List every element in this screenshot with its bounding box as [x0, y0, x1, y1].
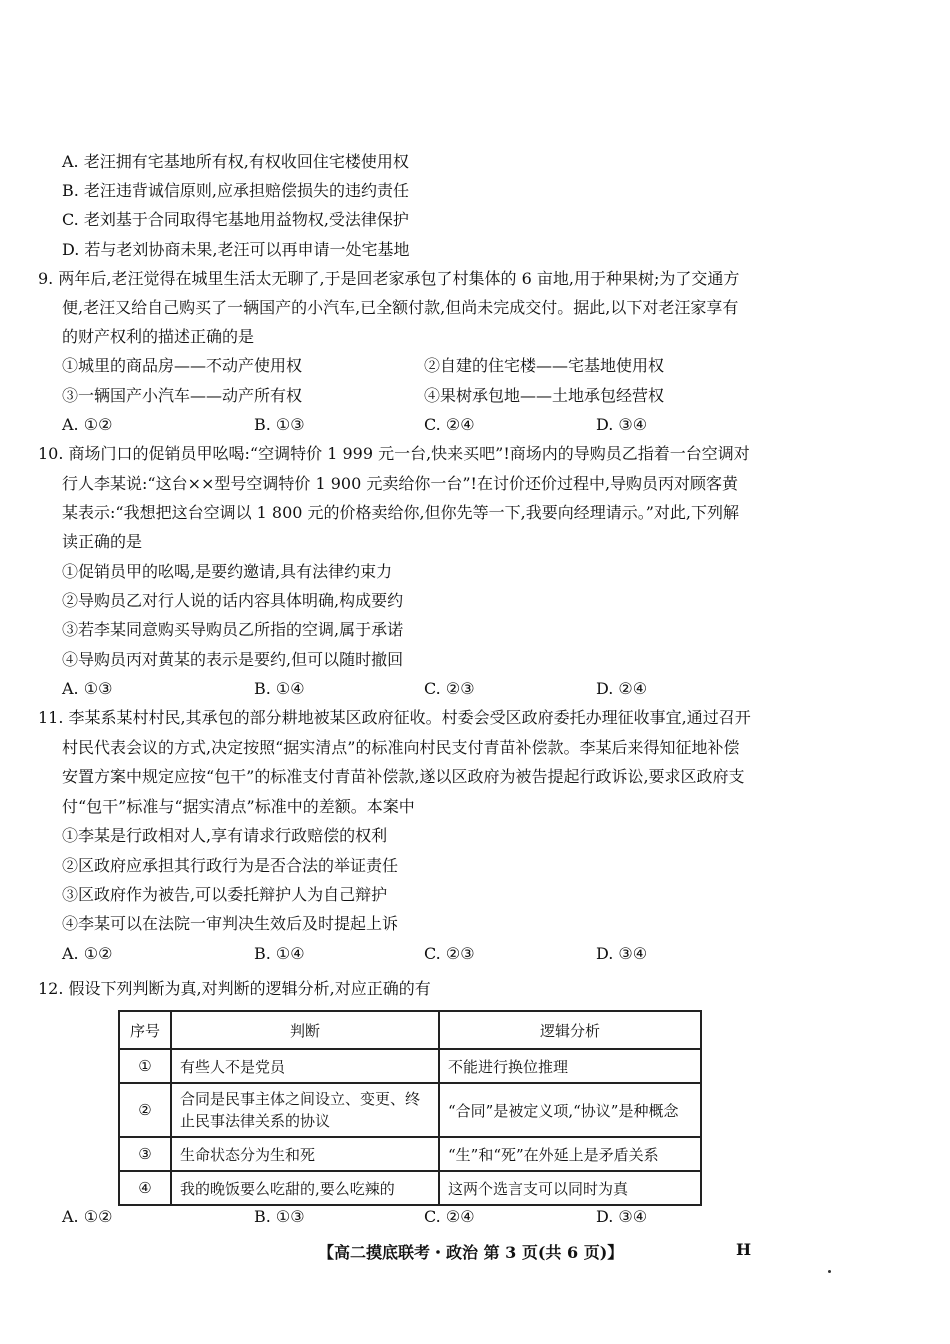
q9-choice-b: B. ①③: [254, 415, 305, 434]
q11-item-1: ①李某是行政相对人,享有请求行政赔偿的权利: [62, 826, 388, 845]
q9-stem-line-3: 的财产权利的描述正确的是: [62, 327, 255, 346]
q9-item-3: ③一辆国产小汽车——动产所有权: [62, 386, 303, 405]
row-judgement: 有些人不是党员: [171, 1049, 439, 1083]
row-judgement: 我的晚饭要么吃甜的,要么吃辣的: [171, 1171, 439, 1205]
q10-item-3: ③若李某同意购买导购员乙所指的空调,属于承诺: [62, 620, 404, 639]
header-analysis: 逻辑分析: [439, 1011, 701, 1049]
q10-stem-line-1: 10. 商场门口的促销员甲吆喝:“空调特价 1 999 元一台,快来买吧”!商场内的导购员乙指着一台空调对: [38, 444, 750, 463]
q10-choice-c: C. ②③: [424, 679, 475, 698]
q11-stem-line-1: 11. 李某系某村村民,其承包的部分耕地被某区政府征收。村委会受区政府委托办理征收事宜,通过召开: [38, 708, 751, 727]
q12-stem: 12. 假设下列判断为真,对判断的逻辑分析,对应正确的有: [38, 979, 431, 998]
q12-choice-c: C. ②④: [424, 1207, 475, 1226]
row-analysis: “合同”是被定义项,“协议”是种概念: [439, 1083, 701, 1137]
paper-code: H: [736, 1240, 752, 1259]
q11-choice-d: D. ③④: [596, 944, 648, 963]
q12-choice-d: D. ③④: [596, 1207, 648, 1226]
q9-choice-c: C. ②④: [424, 415, 475, 434]
q10-stem-line-2: 行人李某说:“这台××型号空调特价 1 900 元卖给你一台”!在讨价还价过程中,导购员丙对顾客黄: [62, 474, 739, 493]
q11-choice-a: A. ①②: [62, 944, 113, 963]
page-footer: 【高二摸底联考・政治 第 3 页(共 6 页)】: [318, 1243, 624, 1262]
q9-choice-d: D. ③④: [596, 415, 648, 434]
q11-choice-b: B. ①④: [254, 944, 305, 963]
q9-item-2: ②自建的住宅楼——宅基地使用权: [424, 356, 665, 375]
q11-stem-line-4: 付“包干”标准与“据实清点”标准中的差额。本案中: [62, 797, 415, 816]
scan-speck: [828, 1270, 831, 1273]
row-number: ①: [119, 1049, 171, 1083]
q10-item-4: ④导购员丙对黄某的表示是要约,但可以随时撤回: [62, 650, 404, 669]
header-judgement: 判断: [171, 1011, 439, 1049]
table-row: [119, 1137, 701, 1171]
q11-item-2: ②区政府应承担其行政行为是否合法的举证责任: [62, 856, 399, 875]
q9-item-1: ①城里的商品房——不动产使用权: [62, 356, 303, 375]
q9-item-4: ④果树承包地——土地承包经营权: [424, 386, 665, 405]
row-analysis: 这两个选言支可以同时为真: [439, 1171, 701, 1205]
table-header-row: [119, 1011, 701, 1049]
q11-item-4: ④李某可以在法院一审判决生效后及时提起上诉: [62, 914, 399, 933]
header-number: 序号: [119, 1011, 171, 1049]
q8-option-a: A. 老汪拥有宅基地所有权,有权收回住宅楼使用权: [62, 152, 409, 171]
row-judgement: 合同是民事主体之间设立、变更、终止民事法律关系的协议: [171, 1083, 439, 1137]
q12-choice-a: A. ①②: [62, 1207, 113, 1226]
row-number: ④: [119, 1171, 171, 1205]
row-analysis: “生”和“死”在外延上是矛盾关系: [439, 1137, 701, 1171]
q11-stem-line-2: 村民代表会议的方式,决定按照“据实清点”的标准向村民支付青苗补偿款。李某后来得知征地补偿: [62, 738, 740, 757]
q10-choice-a: A. ①③: [62, 679, 113, 698]
q10-item-2: ②导购员乙对行人说的话内容具体明确,构成要约: [62, 591, 404, 610]
q10-choice-b: B. ①④: [254, 679, 305, 698]
q8-option-b: B. 老汪违背诚信原则,应承担赔偿损失的违约责任: [62, 181, 410, 200]
q11-item-3: ③区政府作为被告,可以委托辩护人为自己辩护: [62, 885, 388, 904]
row-analysis: 不能进行换位推理: [439, 1049, 701, 1083]
logic-analysis-table: [118, 1010, 702, 1206]
q10-stem-line-3: 某表示:“我想把这台空调以 1 800 元的价格卖给你,但你先等一下,我要向经理请示。”对此,下列解: [62, 503, 739, 522]
q9-choice-a: A. ①②: [62, 415, 113, 434]
row-judgement: 生命状态分为生和死: [171, 1137, 439, 1171]
q8-option-c: C. 老刘基于合同取得宅基地用益物权,受法律保护: [62, 210, 409, 229]
row-number: ③: [119, 1137, 171, 1171]
q12-choice-b: B. ①③: [254, 1207, 305, 1226]
row-number: ②: [119, 1083, 171, 1137]
q10-choice-d: D. ②④: [596, 679, 648, 698]
q11-stem-line-3: 安置方案中规定应按“包干”的标准支付青苗补偿款,遂以区政府为被告提起行政诉讼,要求区政府支: [62, 767, 745, 786]
table-row: [119, 1171, 701, 1205]
q10-stem-line-4: 读正确的是: [62, 532, 143, 551]
q9-stem-line-1: 9. 两年后,老汪觉得在城里生活太无聊了,于是回老家承包了村集体的 6 亩地,用于种果树;为了交通方: [38, 269, 740, 288]
q10-item-1: ①促销员甲的吆喝,是要约邀请,具有法律约束力: [62, 562, 393, 581]
q8-option-d: D. 若与老刘协商未果,老汪可以再申请一处宅基地: [62, 240, 410, 259]
q11-choice-c: C. ②③: [424, 944, 475, 963]
q9-stem-line-2: 便,老汪又给自己购买了一辆国产的小汽车,已全额付款,但尚未完成交付。据此,以下对老汪家享有: [62, 298, 739, 317]
table-row: [119, 1049, 701, 1083]
table-row: [119, 1083, 701, 1137]
